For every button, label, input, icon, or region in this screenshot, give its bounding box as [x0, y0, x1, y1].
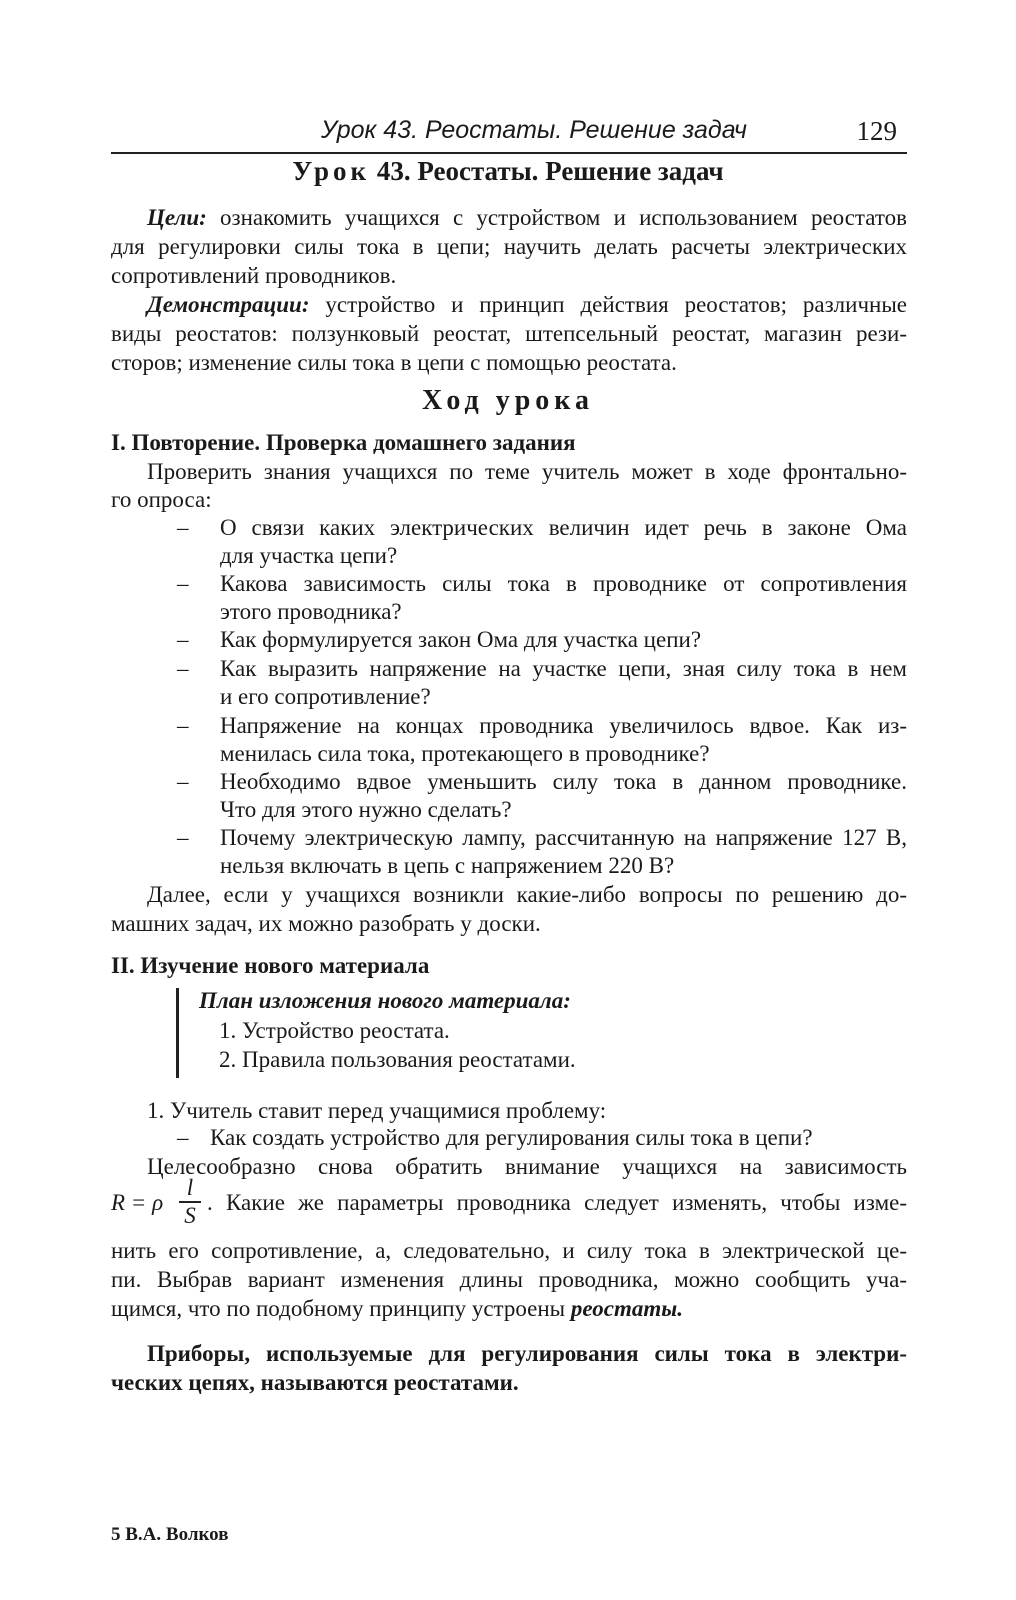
plan-item: 2. Правила пользования реостатами.: [219, 1047, 576, 1072]
footer-signature: 5 В.А. Волков: [111, 1524, 229, 1545]
lesson-title-rest: 43. Реостаты. Решение задач: [376, 156, 724, 186]
question-line-1: О связи каких электрических величин идет речь в законе Ома: [220, 515, 907, 540]
formula-numerator: l: [186, 1175, 194, 1200]
demos-line-2: виды реостатов: ползунковый реостат, штепсельный реостат, магазин рези-: [111, 321, 907, 346]
goals-label: Цели:: [147, 205, 207, 230]
running-header: [111, 112, 907, 154]
running-title: Урок 43. Реостаты. Решение задач: [321, 116, 747, 144]
lesson-title: [0, 156, 1016, 187]
resistance-formula: [111, 1175, 907, 1238]
goals-line-3: сопротивлений проводников.: [111, 263, 397, 288]
question-line-1: Как выразить напряжение на участке цепи, зная силу тока в нем: [220, 656, 907, 681]
step1: 1. Учитель ставит перед учащимися проблему:: [147, 1098, 607, 1123]
page-number: 129: [856, 116, 897, 146]
document-page: Урок 43. Реостаты. Решение задач 129 Урок 43. Реостаты. Решение задач Цели: ознакомить учащихся с устройством и использованием реостатов для регулировки силы тока в цепи; научить делать расчеты электрических сопротивлений проводников. Демонстрации: устройство и принцип действия реостатов; различные виды реостатов: ползунковый реостат, штепсельный реостат, магазин рези- сторов; изменение силы тока в цепи с помощью реостата. Ход урока I. Повторение. Проверка домашнего задания Проверить знания учащихся по теме учитель может в ходе фронтально- го опроса: – О связи каких электрических величин идет речь в законе Ома для участка цепи? – Какова зависимость силы тока в проводнике от сопротивления этого проводника? – Как формулируется закон Ома для участка цепи? – Как выразить напряжение на участке цепи, зная силу тока в нем и его сопротивление? – Напряжение на концах проводника увеличилось вдвое. Как из- менилась сила тока, протекающего в проводнике? – Необходимо вдвое уменьшить силу тока в данном проводнике. Что для этого нужно сделать? – Почему электрическую лампу, рассчитанную на напряжение 127 В, нельзя включать в цепь с напряжением 220 В? Далее, если у учащихся возникли какие-либо вопросы по решению до- машних задач, их можно разобрать у доски. II. Изучение нового материала План изложения нового материала: 1. Устройство реостата. 2. Правила пользования реостатами. 1. Учитель ставит перед учащимися проблему: – Как создать устройство для регулирования силы тока в цепи? Целесообразно снова обратить внимание учащихся на зависимость R = ρ l S . Какие же параметры проводника следует изменять, чтобы изме- нить его сопротивление, а, следовательно, и силу тока в электрической це- пи. Выбрав вариант изменения длины проводника, можно сообщить уча- щимся, что по подобному принципу устроены реостаты. Приборы, используемые для регулирования силы тока в электри- ческих цепях, называются реостатами. 5 В.А. Волков: [0, 0, 1016, 1600]
para-line-5-text: щимся, что по подобному принципу устроены: [111, 1296, 566, 1321]
course-heading: Ход урока: [422, 385, 594, 416]
question-line-1: Необходимо вдвое уменьшить силу тока в данном проводнике.: [220, 769, 907, 794]
lesson-title-prefix: Урок: [292, 156, 371, 186]
para-line-5: [111, 1294, 907, 1323]
question-line-2: Что для этого нужно сделать?: [220, 797, 512, 822]
definition-line-2: ческих цепях, называются реостатами.: [111, 1370, 519, 1395]
demos-line-3: сторов; изменение силы тока в цепи с помощью реостата.: [111, 350, 677, 375]
formula-lhs: R = ρ: [111, 1190, 164, 1215]
formula-rest: . Какие же параметры проводника следует изменять, чтобы изме-: [207, 1190, 907, 1215]
para-line-3: нить его сопротивление, а, следовательно, и силу тока в электрической це-: [111, 1238, 907, 1263]
question-line-1: Почему электрическую лампу, рассчитанную на напряжение 127 В,: [220, 825, 907, 850]
goals-text-1: ознакомить учащихся с устройством и использованием реостатов: [220, 205, 907, 230]
section1-after-1: Далее, если у учащихся возникли какие-либо вопросы по решению до-: [147, 882, 907, 907]
question-line-2: нельзя включать в цепь с напряжением 220 В?: [220, 853, 675, 878]
definition-line-1: Приборы, используемые для регулирования силы тока в электри-: [147, 1341, 907, 1366]
goals-line-2: для регулировки силы тока в цепи; научить делать расчеты электрических: [111, 234, 907, 259]
demos-text-1: устройство и принцип действия реостатов; различные: [325, 292, 908, 317]
para-line-4: пи. Выбрав вариант изменения длины проводника, можно сообщить уча-: [111, 1267, 907, 1292]
question-line-1: Как формулируется закон Ома для участка цепи?: [220, 627, 702, 652]
question-line-2: для участка цепи?: [220, 543, 398, 568]
section1-after-2: машних задач, их можно разобрать у доски.: [111, 911, 541, 936]
question-line-2: менилась сила тока, протекающего в проводнике?: [220, 741, 710, 766]
question-line-1: Напряжение на концах проводника увеличилось вдвое. Как из-: [220, 713, 907, 738]
section1-intro-2: го опроса:: [111, 487, 212, 512]
term-rheostats: реостаты.: [570, 1296, 683, 1321]
plan-box: [176, 988, 779, 1078]
section2-title: II. Изучение нового материала: [111, 953, 430, 978]
section1-title: I. Повторение. Проверка домашнего задания: [111, 430, 576, 455]
plan-item: 1. Устройство реостата.: [219, 1018, 450, 1043]
question-line-1: Какова зависимость силы тока в проводнике от сопротивления: [220, 571, 907, 596]
formula-fraction: [179, 1176, 201, 1228]
question-line-2: этого проводника?: [220, 599, 402, 624]
demos-label: Демонстрации:: [147, 292, 310, 317]
section1-intro-1: Проверить знания учащихся по теме учитель может в ходе фронтально-: [147, 459, 907, 484]
step1-question-text: Как создать устройство для регулирования силы тока в цепи?: [210, 1125, 813, 1150]
para-line-1: Целесообразно снова обратить внимание учащихся на зависимость: [147, 1154, 907, 1179]
demos-line-1: [111, 290, 907, 319]
formula-denominator: S: [184, 1203, 196, 1228]
question-line-2: и его сопротивление?: [220, 684, 431, 709]
goals-line-1: [111, 203, 907, 232]
plan-title: План изложения нового материала:: [199, 988, 571, 1013]
